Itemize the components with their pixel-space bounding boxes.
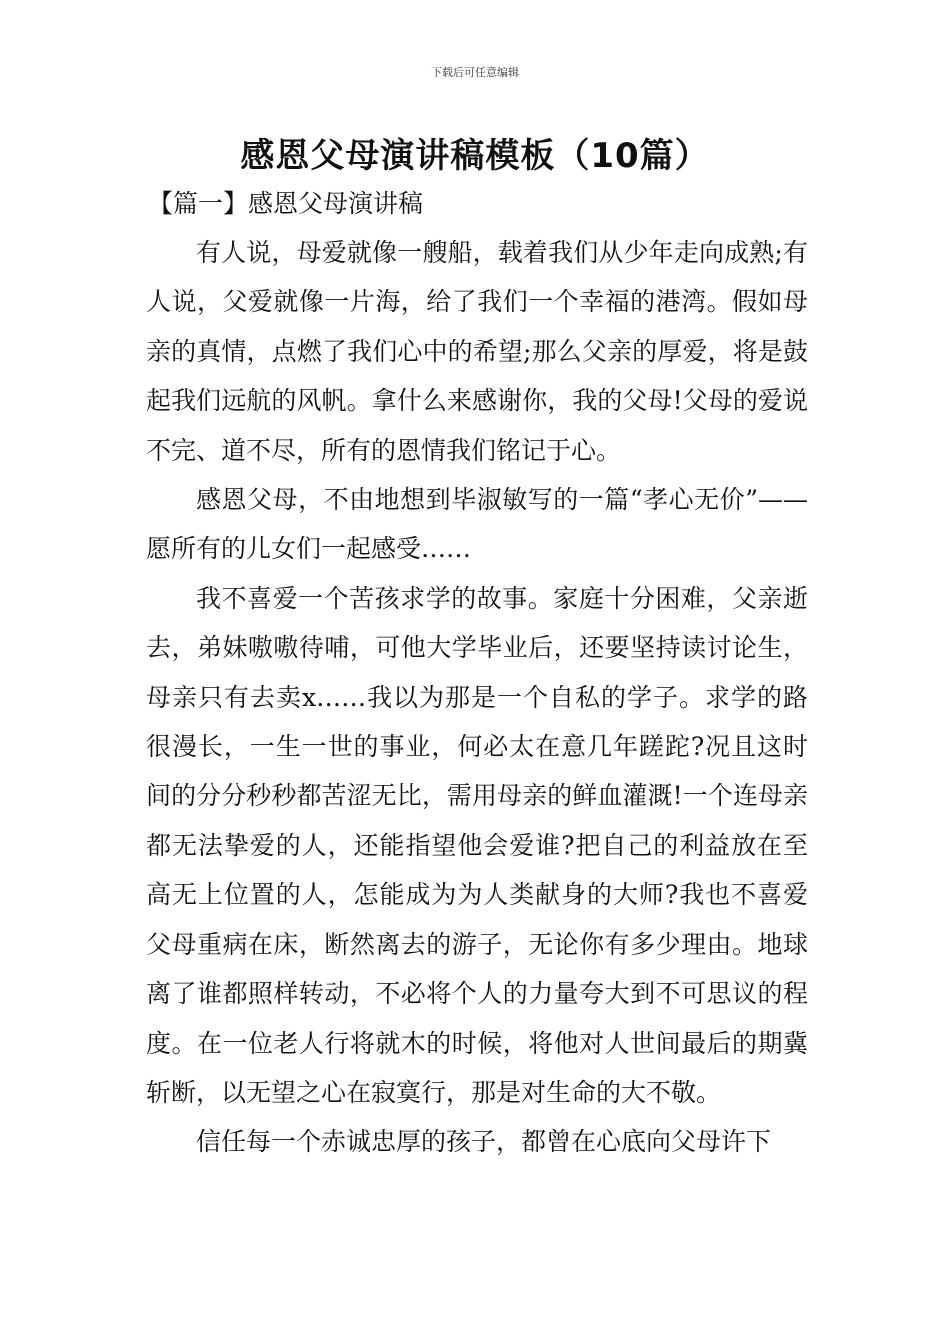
paragraph-3: 我不喜爱一个苦孩求学的故事。家庭十分困难，父亲逝去，弟妹嗷嗷待哺，可他大学毕业后，还要坚持读讨论生，母亲只有去卖x……我以为那是一个自私的学子。求学的路很漫长，一生一世的事业，何必太在意几年蹉跎?况且这时间的分分秒秒都苦涩无比，需用母亲的鲜血灌溉!一个连母亲都无法挚爱的人，还能指望他会爱谁?把自己的利益放在至高无上位置的人，怎能成为为人类献身的大师?我也不喜爱父母重病在床，断然离去的游子，无论你有多少理由。地球离了谁都照样转动，不必将个人的力量夸大到不可思议的程度。在一位老人行将就木的时候，将他对人世间最后的期冀斩断，以无望之心在寂寞行，那是对生命的大不敬。: [146, 583, 808, 1107]
section-heading: 【篇一】感恩父母演讲稿: [148, 189, 424, 218]
paragraph-2: 感恩父母，不由地想到毕淑敏写的一篇“孝心无价”——愿所有的儿女们一起感受……: [146, 485, 808, 564]
paragraph-1: 有人说，母爱就像一艘船，载着我们从少年走向成熟;有人说，父爱就像一片海，给了我们一个幸福的港湾。假如母亲的真情，点燃了我们心中的希望;那么父亲的厚爱，将是鼓起我们远航的风帆。拿什么来感谢你，我的父母!父母的爱说不完、道不尽，所有的恩情我们铭记于心。: [146, 238, 808, 465]
paragraph-4: 信任每一个赤诚忠厚的孩子，都曾在心底向父母许下: [196, 1127, 772, 1157]
header-note: 下载后可任意编辑: [431, 66, 519, 79]
body-text: [146, 228, 808, 1167]
document-title: 感恩父母演讲稿模板（10篇）: [240, 136, 710, 176]
